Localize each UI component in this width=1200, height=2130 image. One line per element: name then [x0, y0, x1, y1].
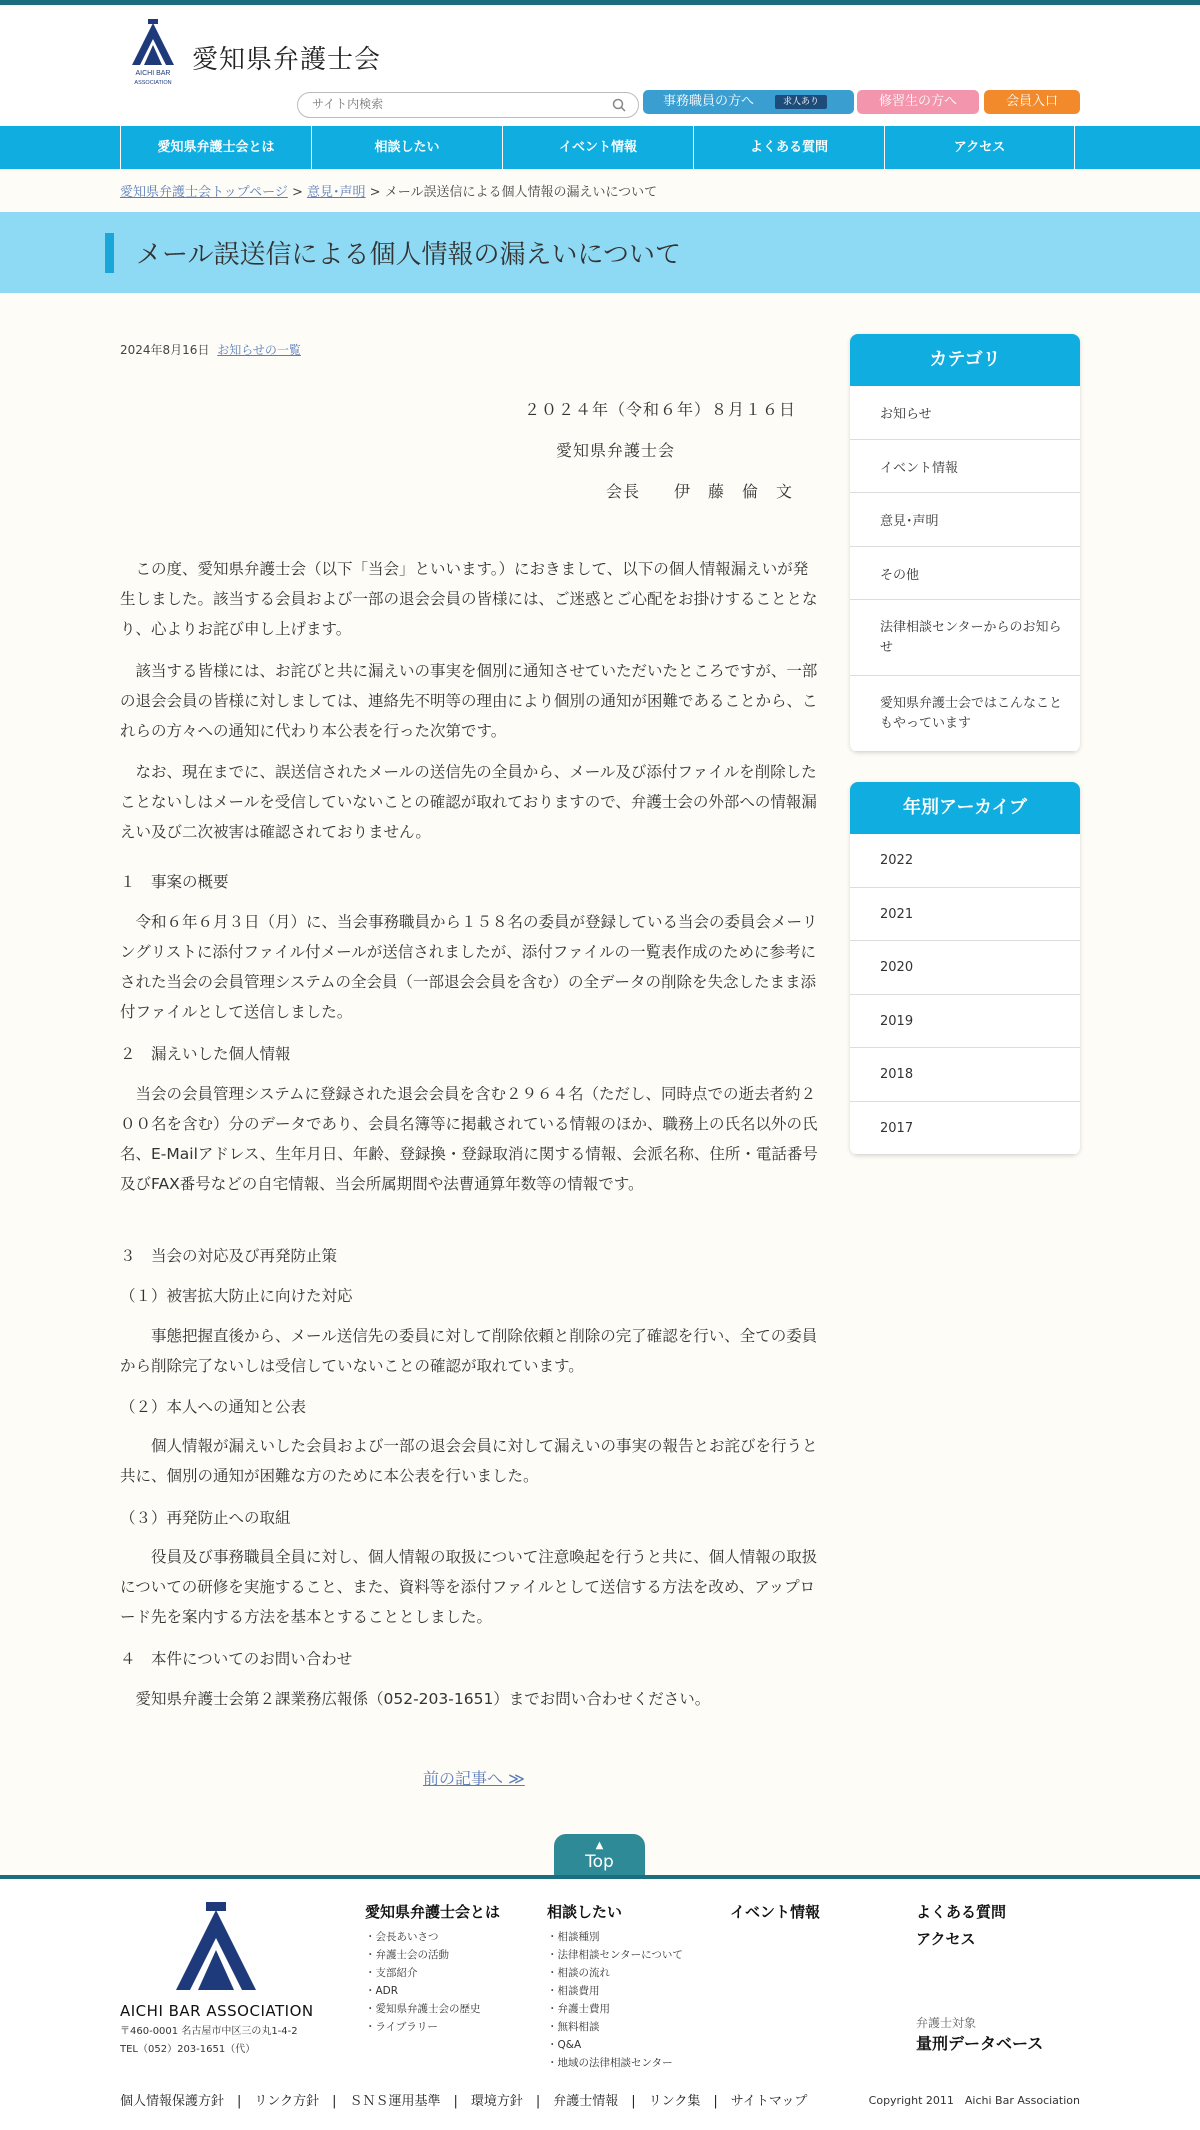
section-heading: １ 事案の概要	[120, 873, 229, 891]
aichi-bar-logo[interactable]	[128, 19, 178, 91]
footer-link[interactable]: ・弁護士費用	[547, 2003, 610, 2015]
footer-link[interactable]: ・ライブラリー	[365, 2021, 438, 2033]
title-band	[0, 212, 1200, 293]
statement-president: 会長 伊 藤 倫 文	[606, 482, 794, 501]
title-accent-mark	[105, 233, 114, 273]
back-to-top-label: Top	[585, 1852, 614, 1872]
post-date: 2024年8月16日	[120, 343, 210, 357]
footer-link[interactable]: ・相談費用	[547, 1985, 600, 1997]
footer-link[interactable]: ・無料相談	[547, 2021, 600, 2033]
trainee-button[interactable]: 修習生の方へ	[857, 90, 979, 114]
footer-link[interactable]: ・弁護士会の活動	[365, 1949, 449, 1961]
breadcrumb-current: メール誤送信による個人情報の漏えいについて	[384, 185, 658, 200]
staff-button[interactable]	[643, 90, 854, 114]
archive-title: 年別アーカイブ	[850, 782, 1080, 834]
recruiting-badge: 求人あり	[775, 95, 827, 109]
site-header	[0, 5, 1200, 126]
footer-link[interactable]: ・愛知県弁護士会の歴史	[365, 2003, 481, 2015]
footer-policy-links[interactable]: 個人情報保護方針 | リンク方針 | ＳＮＳ運用基準 | 環境方針 | 弁護士情報 | リンク集 | サイトマップ	[120, 2094, 808, 2109]
section-heading: ２ 漏えいした個人情報	[120, 1045, 291, 1063]
previous-post-link[interactable]: 前の記事へ ≫	[423, 1769, 525, 1788]
breadcrumb-category-link[interactable]: 意見･声明	[307, 185, 366, 200]
category-item-activities[interactable]: 愛知県弁護士会ではこんなこともやっています	[850, 676, 1080, 752]
sentencing-database-link[interactable]	[916, 2014, 1043, 2054]
footer-link[interactable]: ・相談の流れ	[547, 1967, 610, 1979]
footer-col-faq	[916, 1901, 1006, 1955]
body-paragraph: 愛知県弁護士会第２課業務広報係（052-203-1651）までお問い合わせください。	[120, 1690, 711, 1708]
statement-date: ２０２４年（令和６年）８月１６日	[524, 400, 797, 419]
footer-col-title[interactable]: アクセス	[916, 1930, 976, 1948]
database-label-small: 弁護士対象	[916, 2016, 977, 2030]
body-paragraph: 事態把握直後から、メール送信先の委員に対して削除依頼と削除の完了確認を行い、全ての委員から削除完了ないしは受信していないことの確認が取れています。	[120, 1327, 818, 1375]
subsection-heading: （３）再発防止への取組	[120, 1509, 291, 1527]
subsection-heading: （２）本人への通知と公表	[120, 1398, 307, 1416]
category-title: カテゴリ	[850, 334, 1080, 386]
nav-item-access[interactable]: アクセス	[884, 126, 1075, 169]
category-item-opinions[interactable]: 意見･声明	[850, 493, 1080, 547]
news-list-link[interactable]: お知らせの一覧	[217, 343, 301, 357]
breadcrumb-separator: >	[287, 185, 308, 200]
footer-link[interactable]: ・相談種別	[547, 1931, 600, 1943]
footer-tel: TEL（052）203-1651（代）	[120, 2044, 256, 2055]
nav-item-faq[interactable]: よくある質問	[693, 126, 884, 169]
category-item-legal-center[interactable]: 法律相談センターからのお知らせ	[850, 600, 1080, 676]
footer-col-title[interactable]: 愛知県弁護士会とは	[365, 1903, 501, 1921]
arrow-up-icon: ▲	[595, 1840, 604, 1851]
body-paragraph: 役員及び事務職員全員に対し、個人情報の取扱について注意喚起を行うと共に、個人情報の取扱についての研修を実施すること、また、資料等を添付ファイルとして送信する方法を改め、アップロード先を案内する方法を基本とすることとしました。	[120, 1548, 818, 1626]
footer-link[interactable]: ・地域の法律相談センター	[547, 2057, 673, 2069]
footer-col-title[interactable]: よくある質問	[916, 1903, 1007, 1921]
database-label: 量刑データベース	[916, 2034, 1044, 2053]
category-item-news[interactable]: お知らせ	[850, 386, 1080, 440]
body-paragraph: なお、現在までに、誤送信されたメールの送信先の全員から、メール及び添付ファイルを削除したことないしはメールを受信していないことの確認が取れておりますので、弁護士会の外部への情報漏えい及び二次被害は確認されておりません。	[120, 763, 817, 841]
footer-link[interactable]: ・会長あいさつ	[365, 1931, 439, 1943]
global-nav	[0, 126, 1200, 169]
breadcrumb-separator: >	[365, 185, 385, 200]
body-paragraph: 当会の会員管理システムに登録された退会会員を含む２９６４名（ただし、同時点での逝去者約２００名を含む）分のデータであり、会員名簿等に掲載されている情報のほか、職務上の氏名以外の氏名、E-Mailアドレス、生年月日、年齢、登録換・登録取消に関する情報、会派名称、住所・電話番号及びFAX番号などの自宅情報、当会所属期間や法曹通算年数等の情報です。	[120, 1085, 818, 1193]
footer-col-events	[730, 1901, 820, 1928]
footer-col-about	[365, 1901, 500, 2036]
section-heading: ３ 当会の対応及び再発防止策	[120, 1247, 338, 1265]
site-name[interactable]: 愛知県弁護士会	[192, 45, 382, 75]
footer-col-title[interactable]: イベント情報	[730, 1903, 821, 1921]
subsection-heading: （１）被害拡大防止に向けた対応	[120, 1287, 353, 1305]
body-paragraph: 令和６年６月３日（月）に、当会事務職員から１５８名の委員が登録している当会の委員会メーリングリストに添付ファイル付メールが送信されましたが、添付ファイルの一覧表作成のために参考にされた当会の会員管理システムの全会員（一部退会会員を含む）の全データの削除を失念したまま添付ファイルとして送信しました。	[120, 913, 818, 1021]
archive-year-2021[interactable]: 2021	[850, 888, 1080, 941]
nav-item-about[interactable]: 愛知県弁護士会とは	[120, 126, 311, 169]
search-input[interactable]	[312, 97, 602, 111]
footer-col-title[interactable]: 相談したい	[547, 1903, 623, 1921]
footer-link[interactable]: ・支部紹介	[365, 1967, 418, 1979]
site-search	[297, 92, 639, 118]
category-item-events[interactable]: イベント情報	[850, 440, 1080, 493]
breadcrumb	[120, 181, 657, 200]
footer-logo-icon[interactable]	[168, 1902, 264, 1997]
body-paragraph: 該当する皆様には、お詫びと共に漏えいの事実を個別に通知させていただいたところですが、一部の退会会員の皆様に対しましては、連絡先不明等の理由により個別の通知が困難であることから、これらの方々への通知に代わり本公表を行った次第です。	[120, 662, 818, 740]
footer-link[interactable]: ・Q&A	[547, 2039, 582, 2051]
page-title: メール誤送信による個人情報の漏えいについて	[136, 240, 681, 270]
category-item-other[interactable]: その他	[850, 547, 1080, 600]
archive-year-2022[interactable]: 2022	[850, 834, 1080, 888]
breadcrumb-home-link[interactable]: 愛知県弁護士会トップページ	[120, 185, 288, 200]
footer-address-line: 〒460-0001 名古屋市中区三の丸1-4-2	[120, 2026, 298, 2037]
back-to-top-button[interactable]	[554, 1834, 645, 1876]
footer-address	[120, 2023, 298, 2059]
svg-text:ASSOCIATION: ASSOCIATION	[134, 80, 172, 86]
site-footer	[0, 1875, 1200, 2130]
archive-box	[850, 782, 1080, 1155]
section-heading: ４ 本件についてのお問い合わせ	[120, 1650, 353, 1668]
member-login-button[interactable]: 会員入口	[984, 90, 1080, 114]
footer-col-consult	[547, 1901, 683, 2072]
staff-button-label: 事務職員の方へ	[663, 94, 755, 109]
nav-item-consult[interactable]: 相談したい	[311, 126, 502, 169]
footer-link[interactable]: ・法律相談センターについて	[547, 1949, 683, 1961]
copyright: Copyright 2011 Aichi Bar Association	[868, 2094, 1080, 2107]
archive-year-2017[interactable]: 2017	[850, 1102, 1080, 1155]
svg-text:AICHI BAR: AICHI BAR	[135, 70, 171, 77]
nav-item-events[interactable]: イベント情報	[502, 126, 693, 169]
archive-year-2020[interactable]: 2020	[850, 941, 1080, 995]
archive-year-2018[interactable]: 2018	[850, 1048, 1080, 1102]
search-icon[interactable]	[612, 98, 626, 112]
body-paragraph: この度、愛知県弁護士会（以下「当会」といいます。）におきまして、以下の個人情報漏えいが発生しました。該当する会員および一部の退会会員の皆様には、ご迷惑とご心配をお掛けすることとなり、心よりお詫び申し上げます。	[120, 560, 818, 638]
body-paragraph: 個人情報が漏えいした会員および一部の退会会員に対して漏えいの事実の報告とお詫びを行うと共に、個別の通知が困難な方のために本公表を行いました。	[120, 1437, 818, 1485]
footer-link[interactable]: ・ADR	[365, 1985, 399, 1997]
post-meta	[120, 341, 301, 358]
footer-brand: AICHI BAR ASSOCIATION	[120, 2002, 314, 2020]
statement-org: 愛知県弁護士会	[556, 441, 676, 460]
archive-year-2019[interactable]: 2019	[850, 995, 1080, 1048]
category-box	[850, 334, 1080, 752]
